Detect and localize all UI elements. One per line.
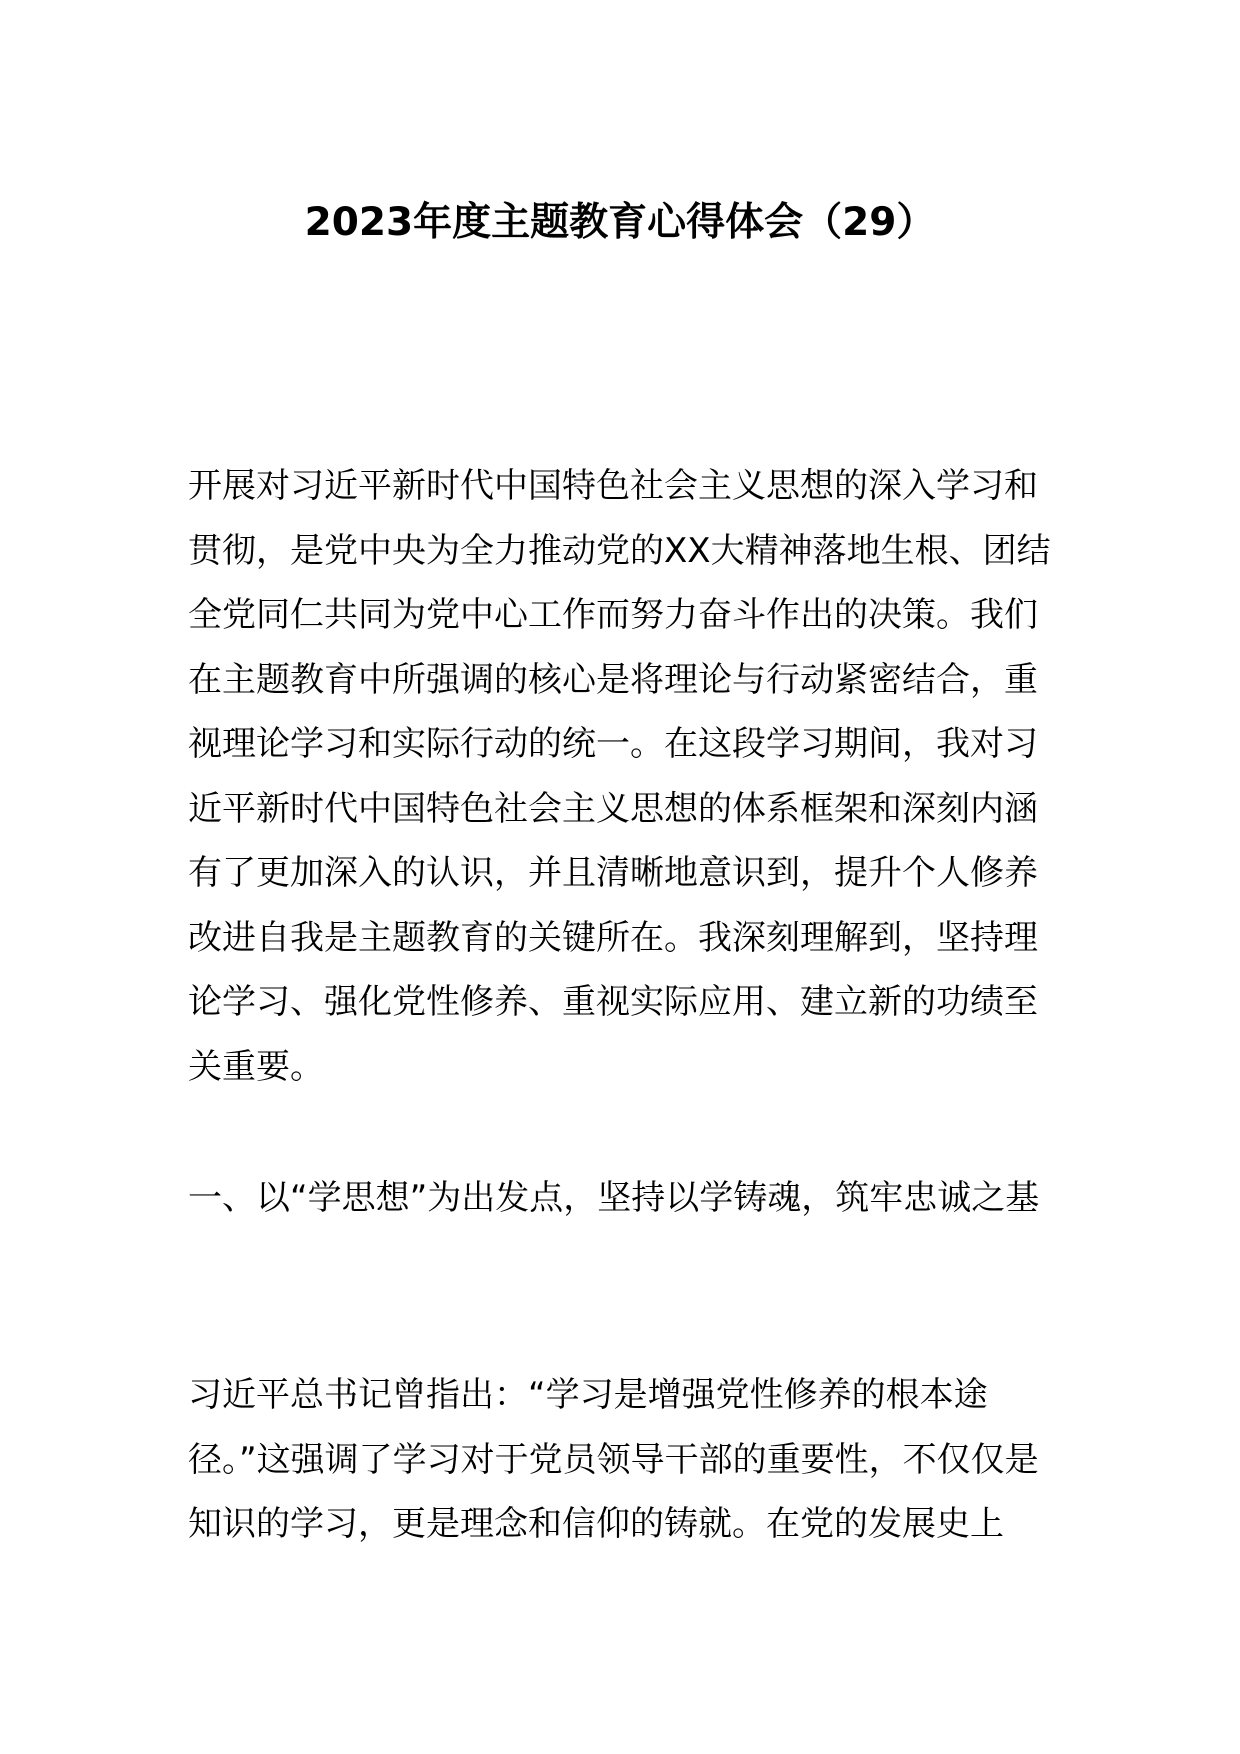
intro-paragraph: 开展对习近平新时代中国特色社会主义思想的深入学习和贯彻，是党中央为全力推动党的XX大精神落地生根、团结全党同仁共同为党中心工作而努力奋斗作出的决策。我们在主题教育中所强调的核心是将理论与行动紧密结合，重视理论学习和实际行动的统一。在这段学习期间，我对习近平新时代中国特色社会主义思想的体系框架和深刻内涵有了更加深入的认识，并且清晰地意识到，提升个人修养改进自我是主题教育的关键所在。我深刻理解到，坚持理论学习、强化党性修养、重视实际应用、建立新的功绩至关重要。 (188, 466, 1051, 1087)
document-title: 2023年度主题教育心得体会（29） (304, 200, 936, 245)
section-1-paragraph: 习近平总书记曾指出：“学习是增强党性修养的根本途径。”这强调了学习对于党员领导干部的重要性，不仅仅是知识的学习，更是理念和信仰的铸就。在党的发展史上 (188, 1375, 1039, 1544)
section-heading-1: 一、以“学思想”为出发点，坚持以学铸魂，筑牢忠诚之基 (188, 1178, 1040, 1218)
